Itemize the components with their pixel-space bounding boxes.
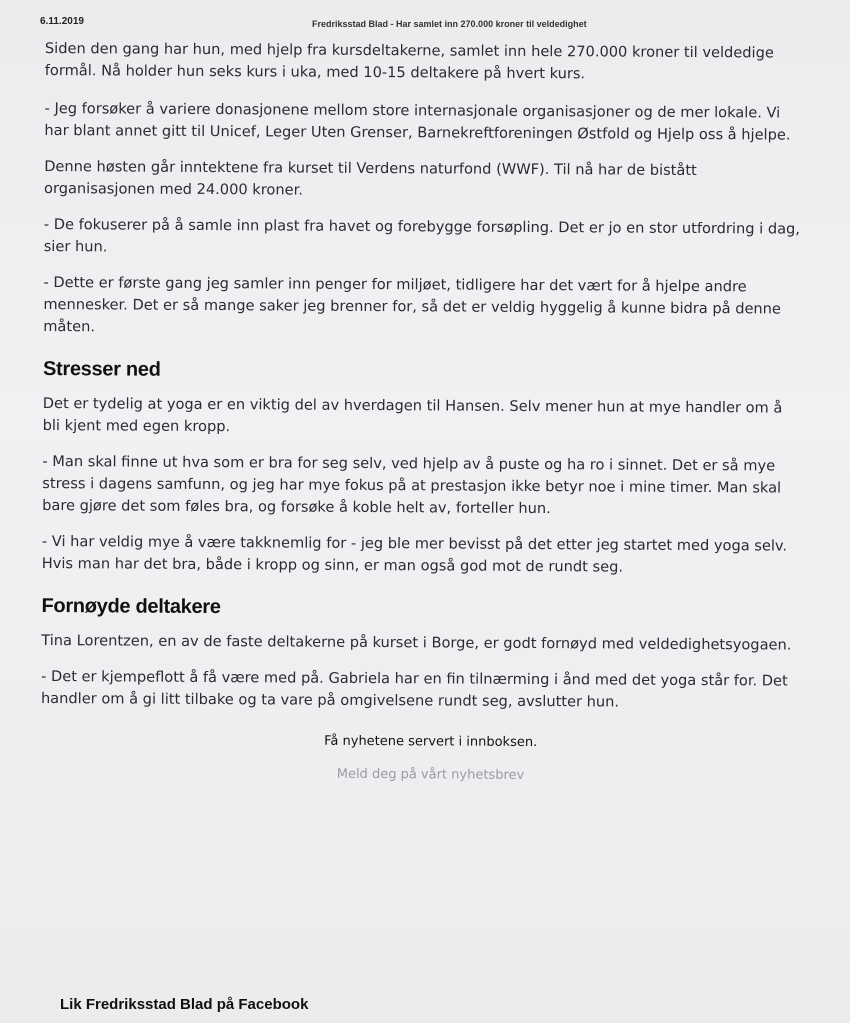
newsletter-signup-link[interactable]: Meld deg på vårt nyhetsbrev	[336, 766, 525, 783]
newsletter-text: Få nyhetene servert i innboksen.	[324, 733, 538, 751]
paragraph: Denne høsten går inntektene fra kurset til Verdens naturfond (WWF). Til nå har de bistått organisasjonen med 24.000 kroner.	[44, 157, 697, 199]
facebook-like-link[interactable]: Lik Fredriksstad Blad på Facebook	[60, 996, 309, 1013]
print-header	[40, 16, 810, 30]
paragraph: Tina Lorentzen, en av de faste deltakerne på kurset i Borge, er godt fornøyd med veldedighetsyogaen.	[41, 631, 792, 654]
print-title: Fredriksstad Blad - Har samlet inn 270.000 kroner til veldedighet	[312, 19, 587, 29]
paragraph: - De fokuserer på å samle inn plast fra havet og forebygge forsøpling. Det er jo en stor utfordring i dag, sier hun.	[43, 215, 801, 256]
paragraph: - Vi har veldig mye å være takknemlig for - jeg ble mer bevisst på det etter jeg startet med yoga selv. Hvis man har det bra, både i kropp og sinn, er man også god mot de rundt seg.	[41, 532, 788, 576]
paragraph: - Dette er første gang jeg samler inn penger for miljøet, tidligere har det vært for å hjelpe andre mennesker. Det er så mange saker jeg brenner for, så det er veldig hyggelig å kunne bidra på denne måten.	[43, 273, 782, 336]
section-heading-stresser-ned: Stresser ned	[42, 357, 161, 381]
section-heading-fornoyde-deltakere: Fornøyde deltakere	[41, 594, 221, 619]
paragraph: Siden den gang har hun, med hjelp fra kursdeltakerne, samlet inn hele 270.000 kroner til veldedige formål. Nå holder hun seks kurs i uka, med 10-15 deltakere på hvert kurs.	[44, 39, 774, 83]
paragraph: - Jeg forsøker å variere donasjonene mellom store internasjonale organisasjoner og de mer lokale. Vi har blant annet gitt til Unicef, Leger Uten Grenser, Barnekreftforeningen Østfold og Hjelp oss å hjelpe.	[44, 99, 791, 144]
paragraph: - Det er kjempeflott å få være med på. Gabriela har en fin tilnærming i ånd med det yoga står for. Det handler om å gi litt tilbake og ta vare på omgivelsene rundt seg, avslutter hun.	[40, 667, 788, 711]
paragraph: Det er tydelig at yoga er en viktig del av hverdagen til Hansen. Selv mener hun at mye handler om å bli kjent med egen kropp.	[42, 394, 783, 436]
paragraph: - Man skal finne ut hva som er bra for seg selv, ved hjelp av å puste og ha ro i sinnet. Det er så mye stress i dagens samfunn, og jeg har mye fokus på at prestasjon ikke betyr noe i mine timer. Man skal bare gjøre det som føles bra, og forsøke å koble helt av, forteller hun.	[42, 452, 782, 518]
article-body	[40, 38, 805, 785]
print-date: 6.11.2019	[40, 16, 84, 27]
newsletter-signup	[40, 732, 800, 785]
